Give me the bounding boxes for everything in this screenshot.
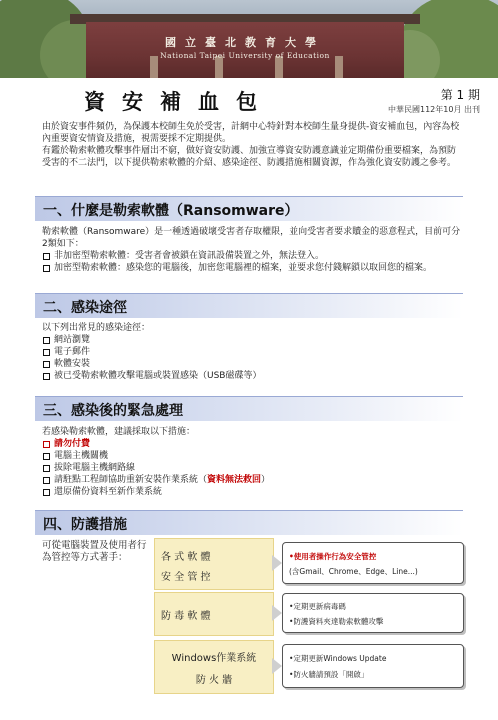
newsletter-title: 資安補血包	[84, 90, 274, 114]
protection-intro: 可從電腦裝置及使用者行為管控等方式著手：	[42, 540, 147, 563]
list-item: 還原備份資料至新作業系統	[42, 486, 462, 498]
category-label: 各 式 軟 體	[161, 552, 211, 563]
measure-item: •防火牆請預設「開啟」	[289, 670, 369, 679]
intro-text	[42, 121, 462, 169]
arrow-icon	[272, 605, 282, 621]
issue-number: 第 1 期	[440, 88, 480, 102]
list-item-text: ）	[261, 475, 271, 485]
list-item-warning: 請勿付費	[42, 438, 462, 450]
list-item-text: 請駐點工程師協助重新安裝作業系統（	[54, 475, 208, 485]
section-body-ransomware	[42, 226, 462, 274]
category-antivirus	[154, 592, 274, 636]
list-item: 被已受勒索軟體攻擊電腦或裝置感染（USB磁碟等）	[42, 370, 462, 382]
list-item: 電子郵件	[42, 346, 462, 358]
category-label: 防 毒 軟 體	[161, 611, 211, 622]
section-heading-infection	[35, 293, 463, 318]
measure-box-windows	[282, 644, 464, 688]
section-heading-emergency	[35, 396, 463, 421]
measure-item: (含Gmail、Chrome、Edge、Line...)	[289, 567, 418, 576]
section-heading-text: 四、防護措施	[43, 517, 127, 533]
section-heading-text: 三、感染後的緊急處理	[43, 403, 183, 419]
measure-box-software	[282, 542, 464, 584]
measure-item: •定期更新病毒碼	[289, 602, 346, 611]
list-item: 網站瀏覽	[42, 334, 462, 346]
school-name-zh: 國立臺北教育大學	[165, 36, 325, 49]
section-heading-protection	[35, 510, 463, 535]
category-software-control	[154, 538, 274, 590]
arrow-icon	[272, 555, 282, 571]
publish-date: 中華民國112年10月 出刊	[388, 105, 480, 114]
section-heading-ransomware	[35, 196, 463, 221]
section-body-infection	[42, 322, 462, 382]
school-name-en: National Taipei University of Education	[160, 51, 330, 60]
category-windows-firewall	[154, 640, 274, 694]
school-sign	[120, 34, 370, 60]
list-item-warning-text: 資料無法救回	[207, 475, 262, 485]
intro-paragraph: 由於資安事件頻仍，為保護本校師生免於受害，計網中心特針對本校師生量身提供-資安補血包，內容為校內重要資安情資及措施，視需要採不定期提供。	[42, 122, 460, 144]
measure-item: •使用者操作行為安全管控	[289, 552, 377, 561]
category-label: 防 火 牆	[195, 675, 233, 686]
section-paragraph: 以下列出常見的感染途徑：	[42, 323, 151, 333]
measure-box-antivirus	[282, 593, 464, 633]
section-body-emergency	[42, 426, 462, 498]
section-paragraph: 若感染勒索軟體，建議採取以下措施：	[42, 427, 196, 437]
section-paragraph: 勒索軟體（Ransomware）是一種透過破壞受害者存取權限，並向受害者要求贖金的惡意程式，目前可分2類如下：	[42, 227, 461, 249]
header-banner-photo	[0, 0, 498, 78]
list-item: 非加密型勒索軟體：受害者會被鎖在資訊設備裝置之外，無法登入。	[42, 250, 462, 262]
section-heading-text: 二、感染途徑	[43, 300, 127, 316]
list-item: 加密型勒索軟體：感染您的電腦後，加密您電腦裡的檔案，並要求您付錢解鎖以取回您的檔案。	[42, 262, 462, 274]
category-label: 安 全 管 控	[161, 572, 211, 583]
measure-item: •定期更新Windows Update	[289, 654, 387, 663]
list-item: 拔除電腦主機網路線	[42, 462, 462, 474]
section-heading-text: 一、什麼是勒索軟體（Ransomware）	[43, 203, 299, 219]
intro-paragraph: 有鑑於勒索軟體攻擊事件層出不窮，做好資安防護、加強宣導資安防護意識並定期備份重要檔案，為預防受害的不二法門，以下提供勒索軟體的介紹、感染途徑、防護措施相關資源，作為強化資安防護之參考。	[42, 146, 457, 168]
measure-item: •防護資料夾達勒索軟體攻擊	[289, 617, 384, 626]
arrow-icon	[272, 658, 282, 674]
list-item: 軟體安裝	[42, 358, 462, 370]
list-item: 電腦主機關機	[42, 450, 462, 462]
category-label: Windows作業系統	[171, 653, 257, 664]
list-item	[42, 474, 462, 486]
